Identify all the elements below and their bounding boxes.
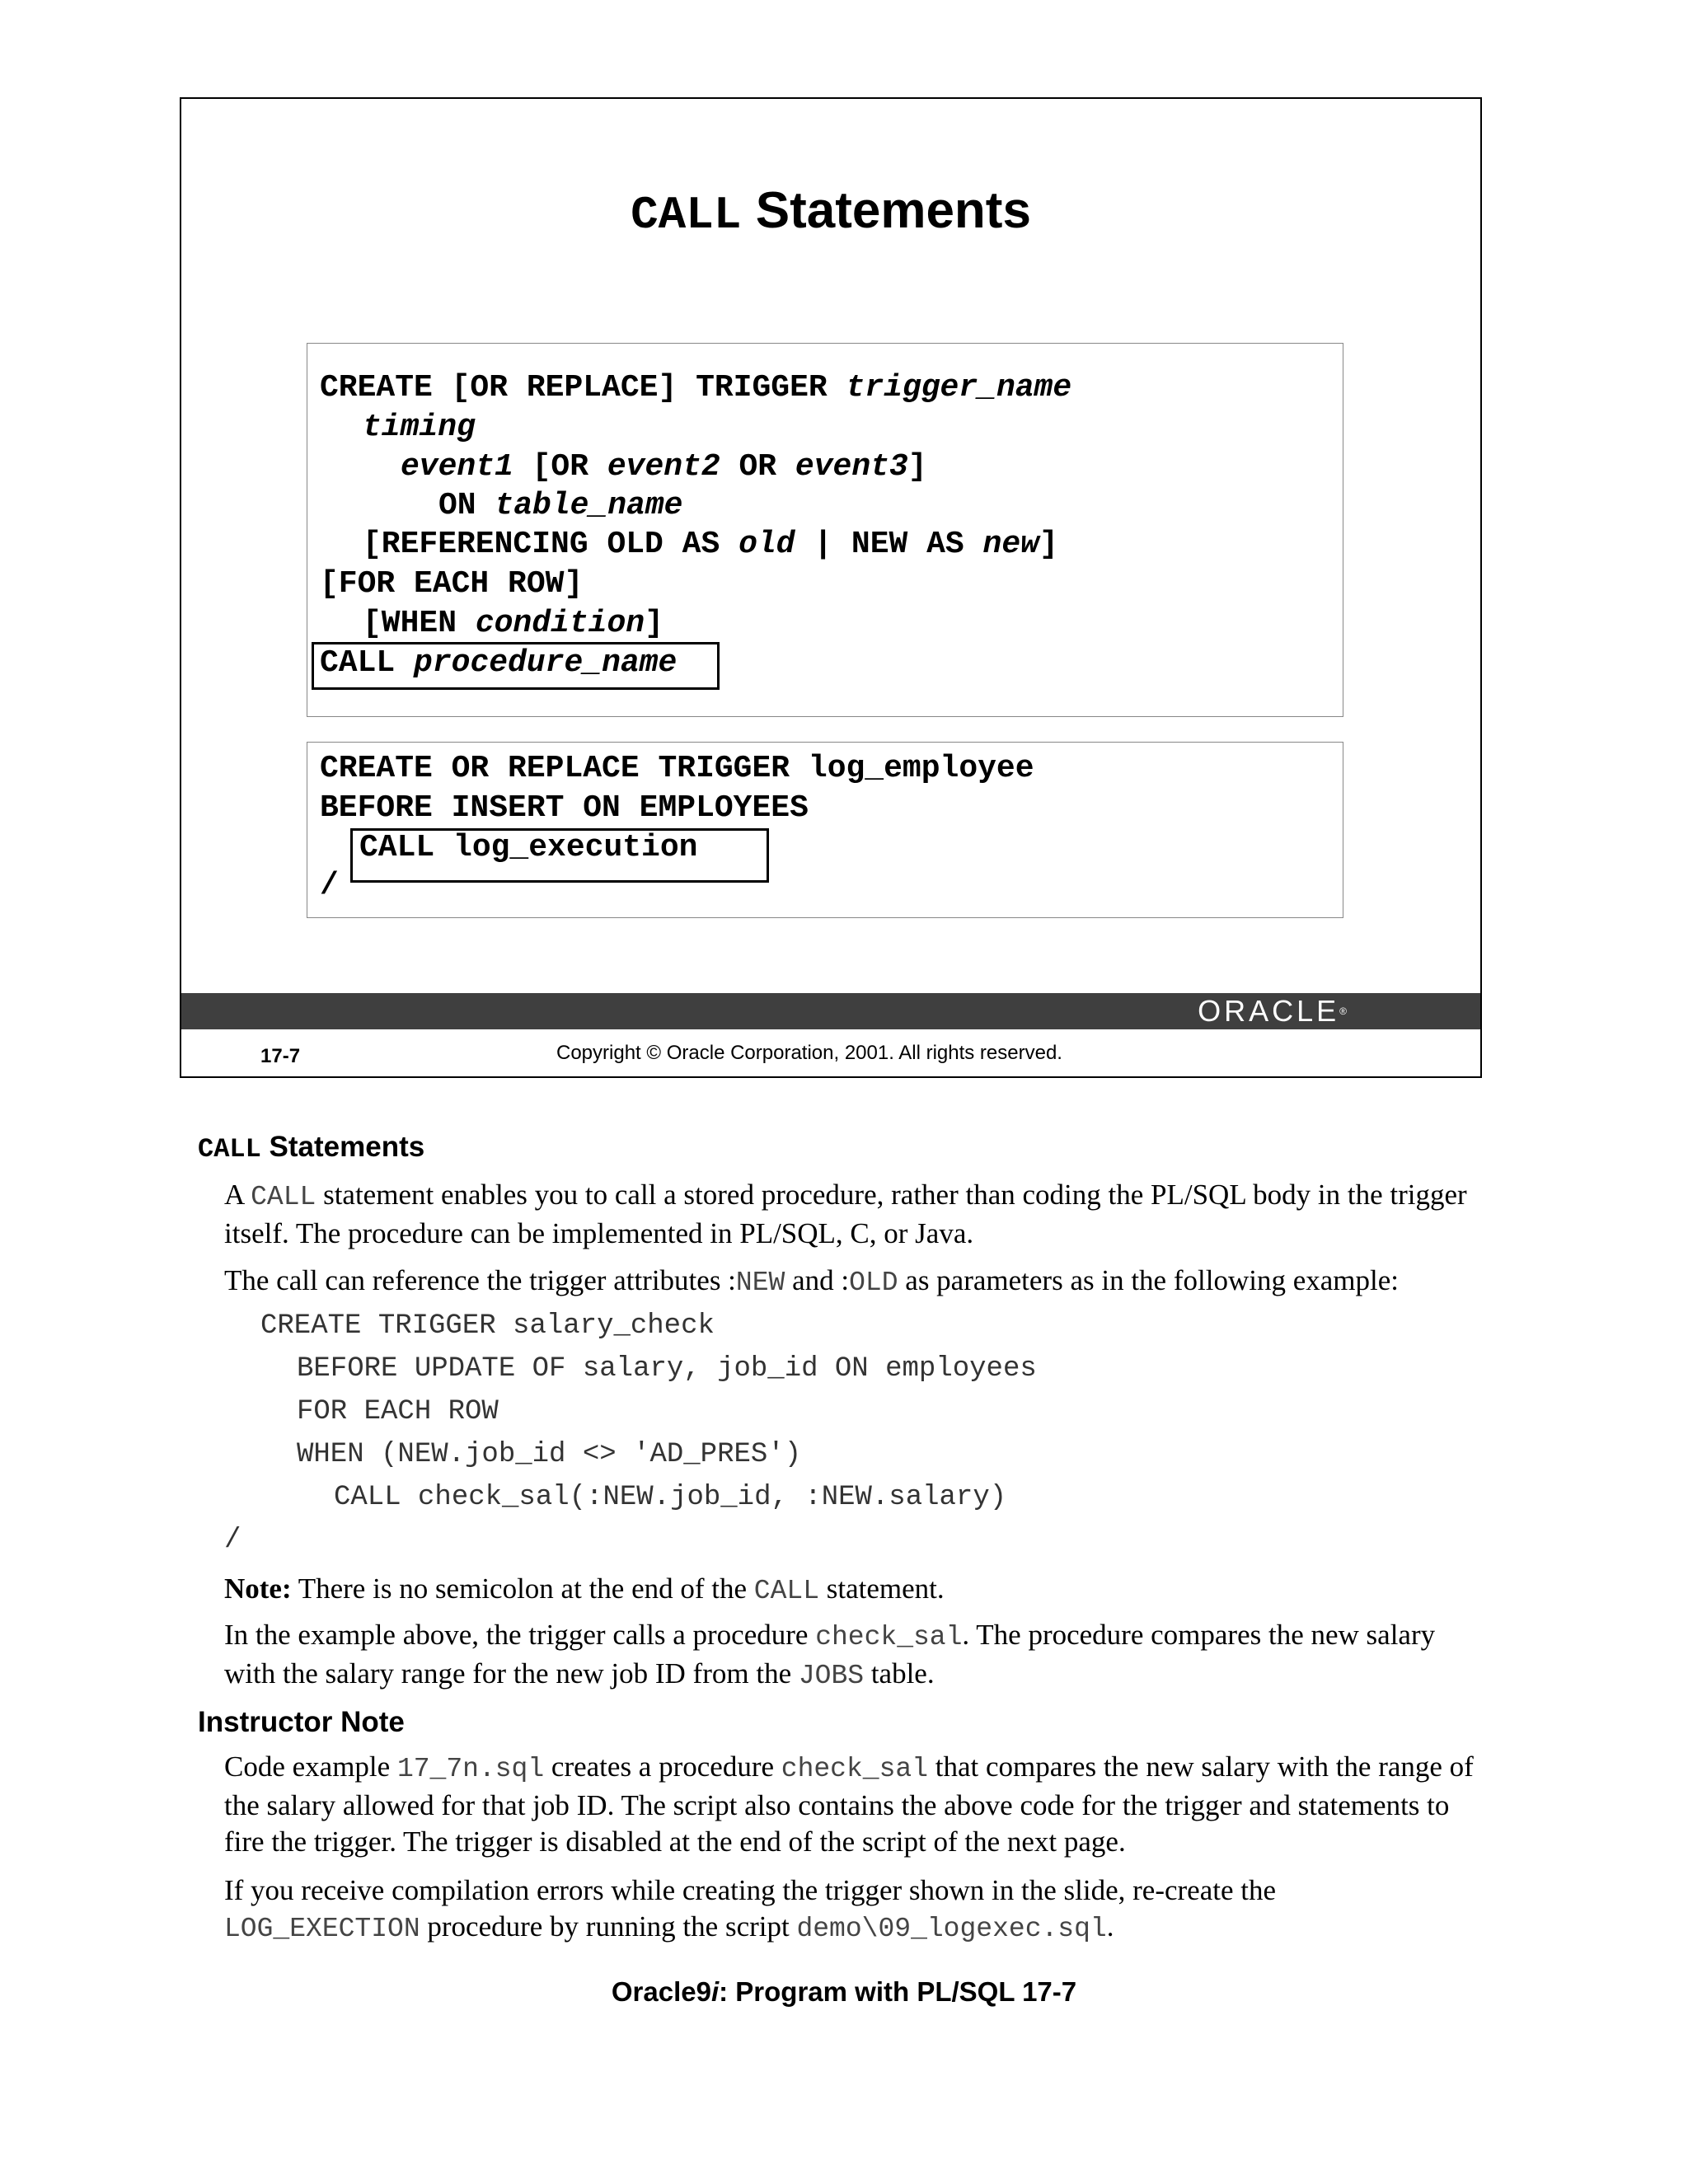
page-footer: Oracle9i: Program with PL/SQL 17-7 — [611, 1976, 1077, 2007]
slide-footer-bar — [181, 993, 1480, 1029]
code-line: [WHEN condition] — [363, 606, 663, 641]
code-line: ON table_name — [438, 488, 683, 523]
example-code-box — [307, 742, 1343, 918]
example-code-line: FOR EACH ROW — [297, 1396, 499, 1427]
example-code-line: BEFORE UPDATE OF salary, job_id ON employees — [297, 1353, 1037, 1385]
slide — [180, 97, 1482, 1078]
instructor-note-heading: Instructor Note — [198, 1706, 405, 1738]
notes-paragraph: A CALL statement enables you to call a stored procedure, rather than coding the PL/SQL body in the trigger itself. The procedure can be implemented in PL/SQL, C, or Java. — [224, 1179, 1467, 1249]
example-code-line: CREATE TRIGGER salary_check — [260, 1310, 715, 1342]
code-line: / — [320, 868, 339, 903]
slide-copyright: Copyright © Oracle Corporation, 2001. All rights reserved. — [556, 1042, 1062, 1064]
code-line: BEFORE INSERT ON EMPLOYEES — [320, 790, 809, 826]
notes-heading: CALL Statements — [198, 1131, 425, 1165]
code-line: CALL log_execution — [359, 830, 698, 865]
slide-number: 17-7 — [260, 1045, 301, 1067]
code-line: [REFERENCING OLD AS old | NEW AS new] — [363, 527, 1058, 562]
example-code-line: / — [224, 1525, 241, 1556]
code-line: [FOR EACH ROW] — [320, 566, 584, 602]
notes-note: Note: There is no semicolon at the end of the CALL statement. — [224, 1572, 945, 1606]
example-code-line: WHEN (NEW.job_id <> 'AD_PRES') — [297, 1439, 802, 1470]
code-line: event1 [OR event2 OR event3] — [401, 449, 927, 485]
code-line: CREATE [OR REPLACE] TRIGGER trigger_name — [320, 370, 1072, 405]
code-line: CREATE OR REPLACE TRIGGER log_employee — [320, 751, 1034, 786]
notes-paragraph: In the example above, the trigger calls a procedure check_sal. The procedure compares the new salary with the salary range for the new job ID from the JOBS table. — [224, 1619, 1436, 1691]
slide-title: CALL Statements — [631, 182, 1031, 241]
notes-paragraph: The call can reference the trigger attributes :NEW and :OLD as parameters as in the following example: — [224, 1264, 1399, 1298]
notes-paragraph: Code example 17_7n.sql creates a procedure check_sal that compares the new salary with the range of the salary allowed for that job ID. The script also contains the above code for the trigger and statements to fire the trigger. The trigger is disabled at the end of the script of the next page. — [224, 1750, 1474, 1858]
oracle-logo: ORACLE® — [1198, 994, 1347, 1028]
notes-paragraph: If you receive compilation errors while creating the trigger shown in the slide, re-create the LOG_EXECTION procedure by running the script demo\09_logexec.sql. — [224, 1874, 1277, 1944]
call-highlight-box — [312, 642, 720, 690]
example-code-line: CALL check_sal(:NEW.job_id, :NEW.salary) — [334, 1482, 1007, 1513]
call-highlight-box — [350, 828, 769, 883]
code-line: timing — [363, 410, 476, 445]
syntax-code-box — [307, 343, 1343, 717]
code-line: CALL procedure_name — [320, 645, 678, 681]
